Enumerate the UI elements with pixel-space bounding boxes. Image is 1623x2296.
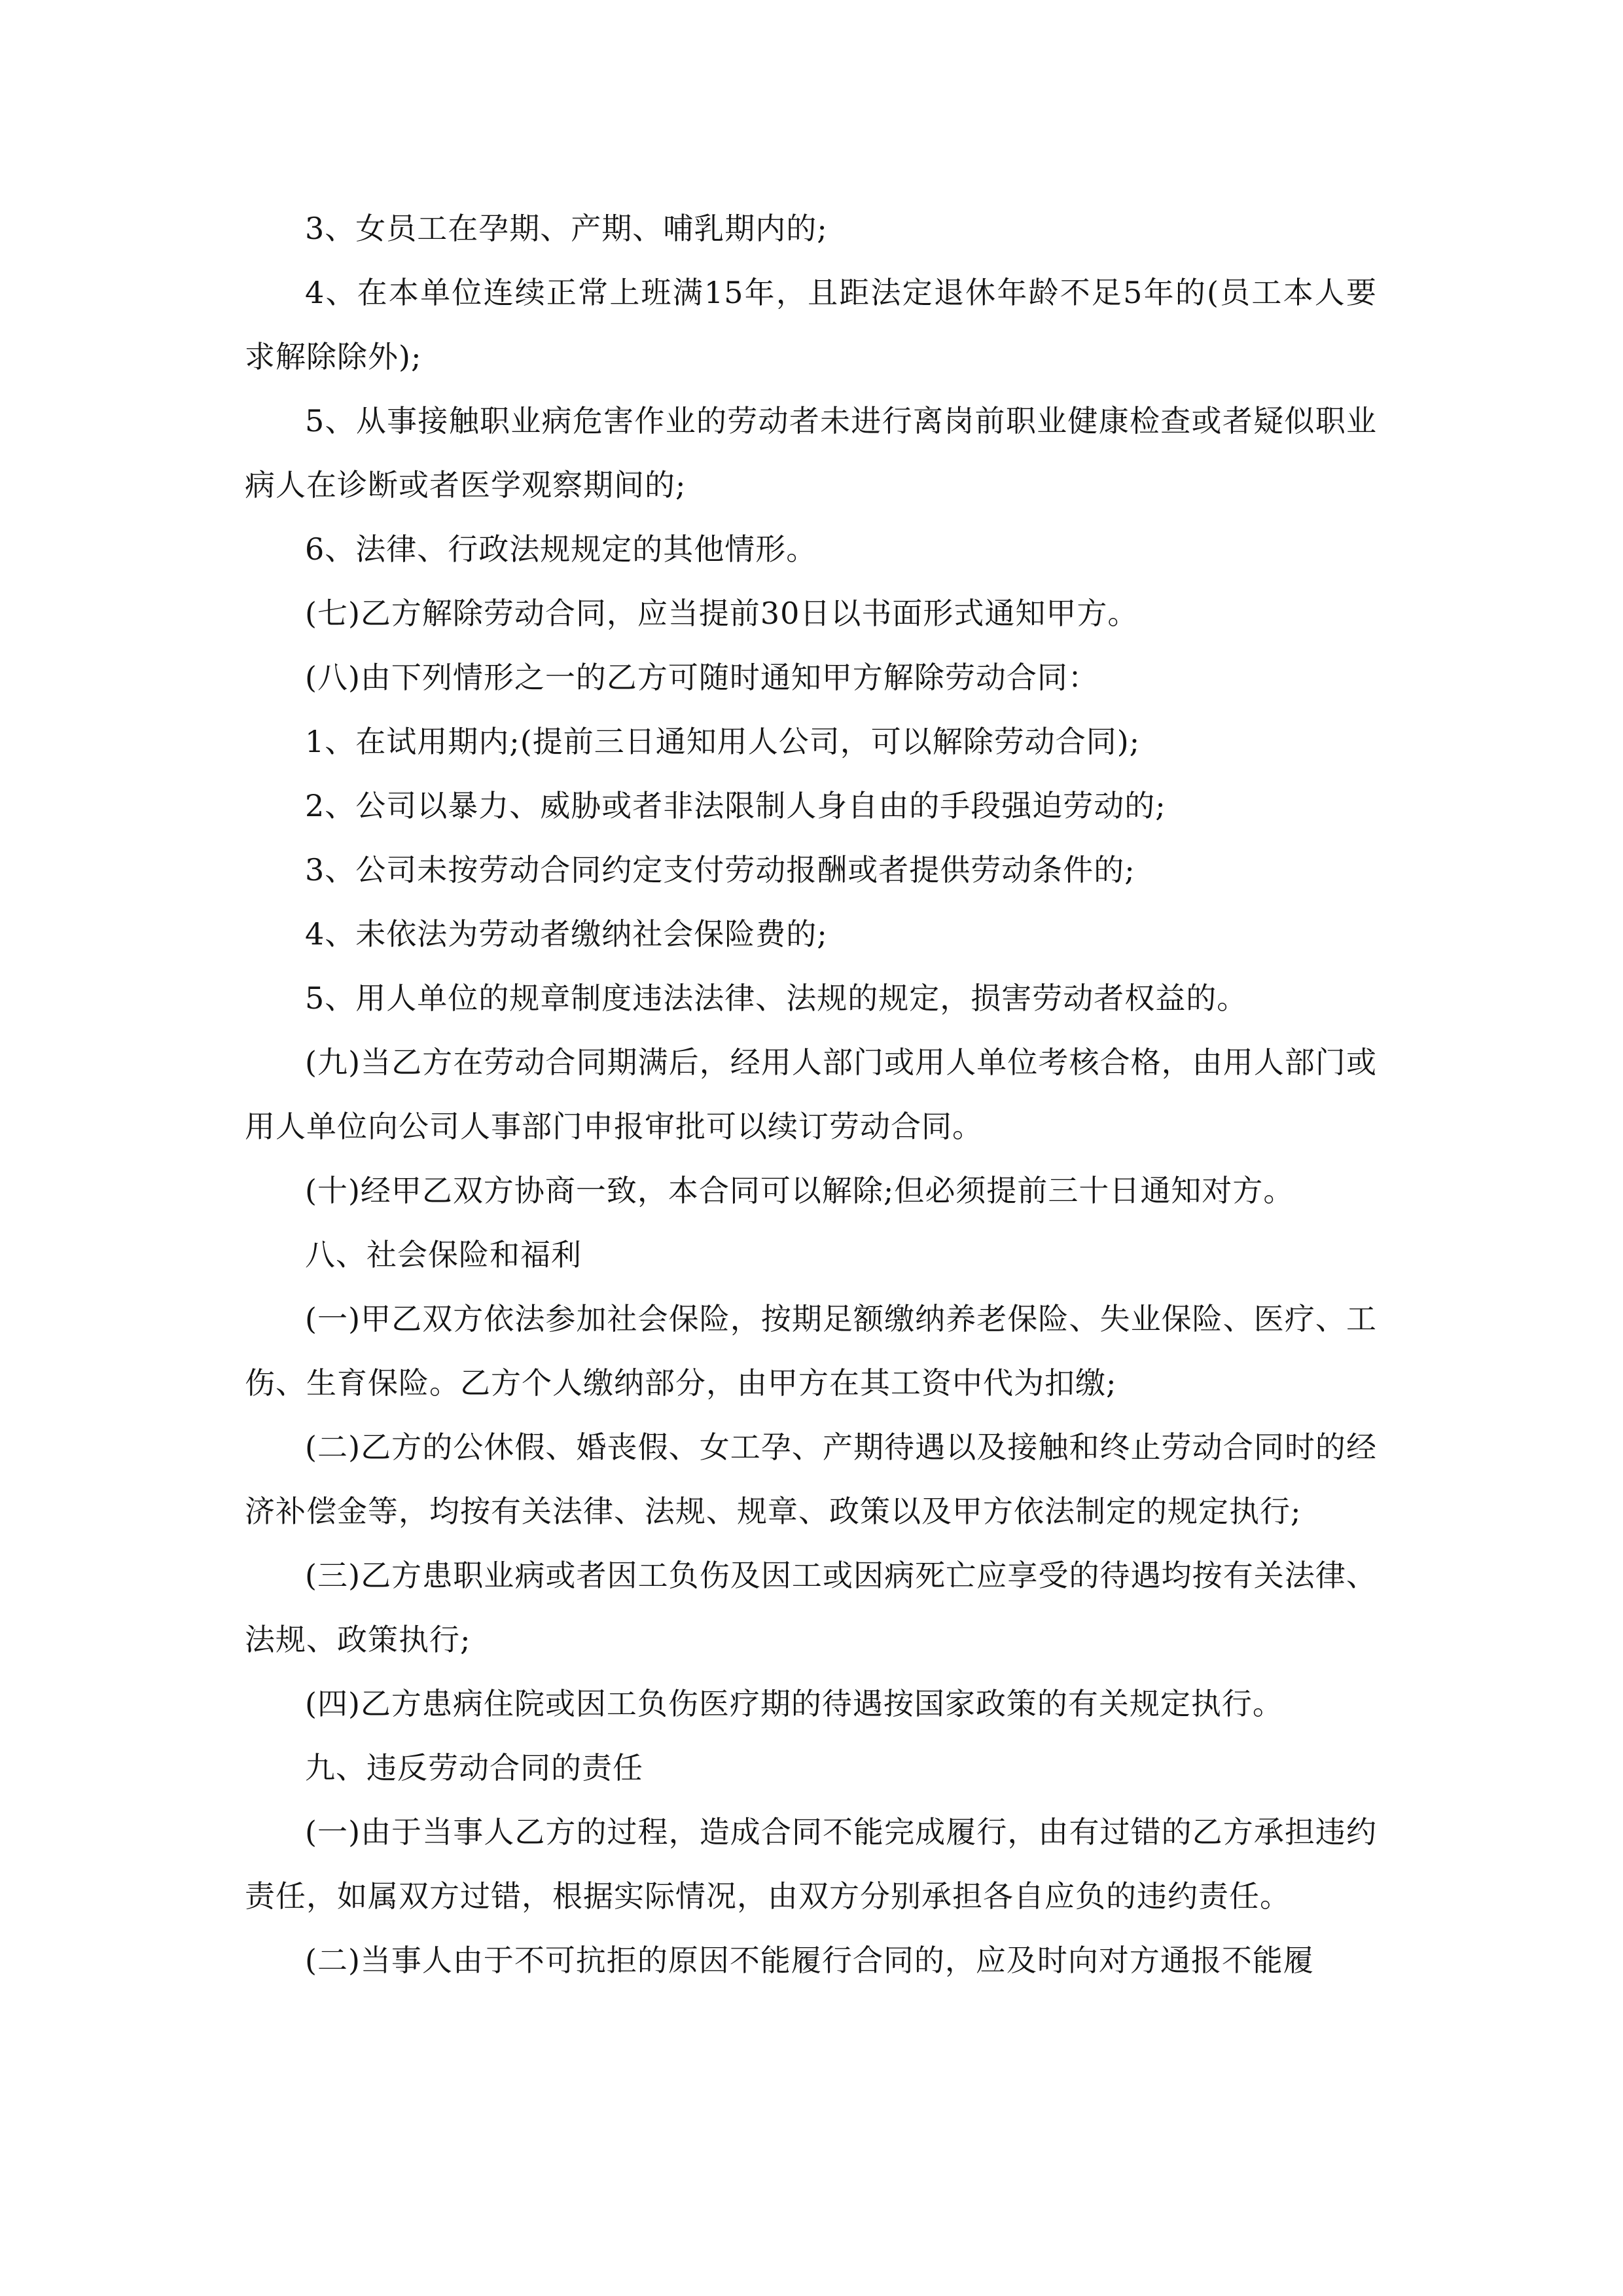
paragraph-female-employee-pregnancy: 3、女员工在孕期、产期、哺乳期内的; (305, 211, 828, 246)
paragraph-force-majeure: (二)当事人由于不可抗拒的原因不能履行合同的，应及时向对方通报不能履 (305, 1943, 1314, 1978)
paragraph-breach-fault: (一)由于当事人乙方的过程，造成合同不能完成履行，由有过错的乙方承担违约责任，如属双方过错，根据实际情况，由双方分别承担各自应负的违约责任。 (245, 1814, 1377, 1914)
paragraph-section-8-conditions: (八)由下列情形之一的乙方可随时通知甲方解除劳动合同： (305, 660, 1099, 695)
paragraph-illegal-rules: 5、用人单位的规章制度违法法律、法规的规定，损害劳动者权益的。 (305, 980, 1248, 1016)
paragraph-unpaid-remuneration: 3、公司未按劳动合同约定支付劳动报酬或者提供劳动条件的; (305, 852, 1135, 888)
paragraph-social-insurance-unpaid: 4、未依法为劳动者缴纳社会保险费的; (305, 916, 828, 952)
paragraph-insurance-participation: (一)甲乙双方依法参加社会保险，按期足额缴纳养老保险、失业保险、医疗、工伤、生育保险。乙方个人缴纳部分，由甲方在其工资中代为扣缴; (245, 1301, 1377, 1401)
paragraph-fifteen-years-service: 4、在本单位连续正常上班满15年，且距法定退休年龄不足5年的(员工本人要求解除除外); (245, 275, 1377, 374)
heading-breach-liability: 九、违反劳动合同的责任 (305, 1750, 643, 1785)
document-body (245, 196, 1377, 1992)
paragraph-medical-period: (四)乙方患病住院或因工负伤医疗期的待遇按国家政策的有关规定执行。 (305, 1686, 1283, 1721)
paragraph-section-9-renewal: (九)当乙方在劳动合同期满后，经用人部门或用人单位考核合格，由用人部门或用人单位向公司人事部门申报审批可以续订劳动合同。 (245, 1045, 1377, 1144)
paragraph-occupational-disease-check: 5、从事接触职业病危害作业的劳动者未进行离岗前职业健康检查或者疑似职业病人在诊断或者医学观察期间的; (245, 403, 1377, 503)
paragraph-occupational-injury-benefits: (三)乙方患职业病或者因工负伤及因工或因病死亡应享受的待遇均按有关法律、法规、政策执行; (245, 1558, 1377, 1657)
paragraph-forced-labor: 2、公司以暴力、威胁或者非法限制人身自由的手段强迫劳动的; (305, 788, 1166, 823)
paragraph-other-legal-cases: 6、法律、行政法规规定的其他情形。 (305, 531, 817, 567)
heading-social-insurance-welfare: 八、社会保险和福利 (305, 1237, 582, 1272)
paragraph-section-10-mutual-termination: (十)经甲乙双方协商一致，本合同可以解除;但必须提前三十日通知对方。 (305, 1173, 1294, 1208)
paragraph-probation-period: 1、在试用期内;(提前三日通知用人公司，可以解除劳动合同); (305, 724, 1141, 759)
paragraph-section-7-notice: (七)乙方解除劳动合同，应当提前30日以书面形式通知甲方。 (305, 596, 1139, 631)
paragraph-leave-and-compensation: (二)乙方的公休假、婚丧假、女工孕、产期待遇以及接触和终止劳动合同时的经济补偿金等，均按有关法律、法规、规章、政策以及甲方依法制定的规定执行; (245, 1429, 1377, 1529)
